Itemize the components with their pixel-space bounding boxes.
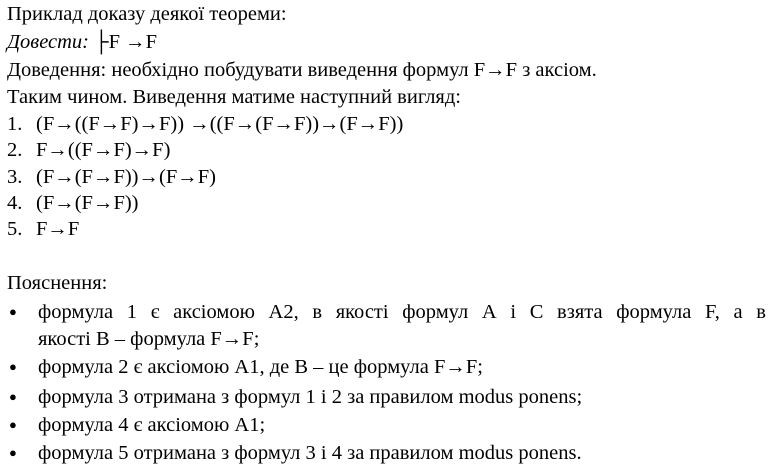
derivation-step <box>7 137 170 163</box>
derivation-step <box>7 164 216 190</box>
explanation-text: формула 5 отримана з формул 3 і 4 за правилом modus ponens. <box>38 442 582 464</box>
proof-intro: Доведення: необхідно побудувати виведення формул F→F з аксіом. <box>7 59 597 81</box>
step-number: 2. <box>7 139 23 161</box>
step-formula: (F→(F→F)) <box>36 192 139 214</box>
prove-statement <box>7 29 157 55</box>
step-number: 4. <box>7 192 23 214</box>
explanation-text: формула 3 отримана з формул 1 і 2 за правилом modus ponens; <box>38 386 583 408</box>
bullet-icon: ● <box>9 445 17 460</box>
step-number: 5. <box>7 218 23 240</box>
step-number: 3. <box>7 166 23 188</box>
bullet-icon: ● <box>9 389 17 404</box>
step-formula: (F→((F→F)→F)) →((F→(F→F))→(F→F)) <box>36 113 404 135</box>
derivation-step <box>7 190 139 216</box>
prove-formula: ├F →F <box>94 31 158 53</box>
explanation-text: формула 1 є аксіомою А2, в якості формул А і С взята формула F, а в <box>38 301 766 323</box>
step-number: 1. <box>7 113 23 135</box>
bullet-icon: ● <box>9 359 17 374</box>
derivation-step <box>7 216 79 242</box>
document-title: Приклад доказу деякої теореми: <box>7 3 287 25</box>
explanation-text: якості В – формула F→F; <box>38 328 260 350</box>
step-formula: F→((F→F)→F) <box>36 139 171 161</box>
step-formula: F→F <box>36 218 80 240</box>
explanation-text: формула 2 є аксіомою А1, де В – це формула F→F; <box>38 356 483 378</box>
bullet-icon: ● <box>9 417 17 432</box>
explanation-text: формула 4 є аксіомою А1; <box>38 414 266 436</box>
explanation-heading: Пояснення: <box>7 272 108 294</box>
derivation-step <box>7 111 403 137</box>
derivation-intro: Таким чином. Виведення матиме наступний вигляд: <box>7 86 461 108</box>
step-formula: (F→(F→F))→(F→F) <box>36 166 216 188</box>
bullet-icon: ● <box>9 304 17 319</box>
prove-label: Довести: <box>7 31 89 53</box>
